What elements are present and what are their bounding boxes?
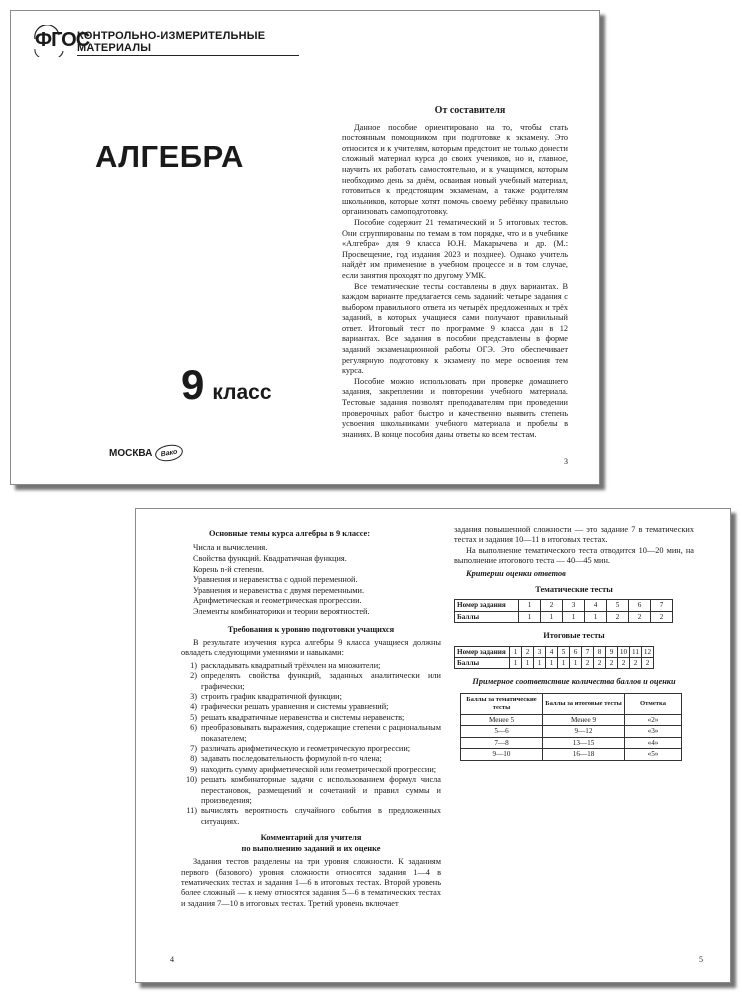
table-cell: Менее 9 <box>543 714 625 725</box>
requirement-text: строить график квадратичной функции; <box>201 692 342 701</box>
grade <box>181 361 272 409</box>
table-cell: 2 <box>630 658 642 669</box>
fgos-emblem <box>29 25 90 57</box>
requirement-text: решать комбинаторные задачи с использованием формул числа перестановок, размещений и сочетаний и правил суммы и произведения; <box>201 775 441 806</box>
table-cell: 1 <box>510 658 522 669</box>
table-header: Баллы за тематические тесты <box>461 693 543 714</box>
table-cell: 12 <box>642 646 654 657</box>
publisher-city: МОСКВА <box>109 447 153 459</box>
requirement-number: 2) <box>190 671 197 681</box>
final-table <box>454 646 654 670</box>
requirement-number: 10) <box>185 775 197 785</box>
preface-paragraph: Пособие содержит 21 тематический и 5 итоговых тестов. Они сгруппированы по темам в том порядке, что и в учебнике «Алгебра» для 9 класса Ю.Н. Макарычева и др. (М.: Просвещение, год издания 2023 и позднее). Однако учитель найдёт им применение в учебном процессе и в том случае, если занятия проходят по другому УМК. <box>342 217 568 280</box>
table-row <box>455 658 654 669</box>
requirement-item <box>181 713 441 723</box>
table-cell: 1 <box>541 611 563 622</box>
table-cell: 1 <box>519 600 541 611</box>
topic-item: Уравнения и неравенства с двумя переменными. <box>193 585 365 595</box>
table-cell: 6 <box>570 646 582 657</box>
table-header-row <box>461 693 682 714</box>
requirement-item <box>181 692 441 702</box>
final-heading: Итоговые тесты <box>543 631 605 641</box>
page-number: 4 <box>170 955 174 964</box>
requirement-text: вычислять вероятность случайного события в предложенных ситуациях. <box>201 806 441 826</box>
table-cell: «5» <box>625 749 682 760</box>
table-cell: 2 <box>629 611 651 622</box>
grade-number: 9 <box>181 361 205 408</box>
table-row <box>455 600 673 611</box>
table-cell: 4 <box>585 600 607 611</box>
grade-label: класс <box>212 381 272 404</box>
requirement-number: 6) <box>190 723 197 733</box>
table-cell: 8 <box>594 646 606 657</box>
preface-paragraph: Пособие можно использовать при проверке домашнего задания, закреплении и повторении учебного материала. Тестовые задания позволят преподавателям при проведении проверочных работ быстро и качественно выявить степень усвоения школьниками учебного материала и пробелы в знаниях. В конце пособия даны ответы ко всем тестам. <box>342 376 568 439</box>
table-cell: 9—10 <box>461 749 543 760</box>
table-row <box>461 749 682 760</box>
table-cell: 5—6 <box>461 726 543 737</box>
requirement-number: 3) <box>190 692 197 701</box>
table-cell: Баллы <box>455 658 510 669</box>
requirement-item <box>181 723 441 744</box>
table-cell: «2» <box>625 714 682 725</box>
continued-text: задания повышенной сложности — это задание 7 в тематических тестах и задания 10—11 в итоговых тестах. <box>454 525 694 545</box>
table-cell: 11 <box>630 646 642 657</box>
requirement-item <box>181 806 441 827</box>
publisher <box>109 445 183 461</box>
requirement-number: 1) <box>190 660 197 670</box>
requirement-item <box>181 671 441 692</box>
table-cell: 3 <box>534 646 546 657</box>
requirement-number: 8) <box>190 754 197 764</box>
topic-item: Элементы комбинаторики и теории вероятностей. <box>193 606 370 616</box>
topic-list <box>181 543 441 617</box>
requirement-item <box>181 702 441 712</box>
preface-paragraph: Все тематические тесты составлены в двух вариантах. В каждом варианте предлагается семь заданий: четыре задания с выбором правильного ответа из четырёх предложенных и трёх заданий, в которых учащиеся сами получают правильный ответ. Итоговый тест по программе 9 класса дан в 12 вариантах. Все задания в пособии представлены в форме заданий экзаменационной работы ОГЭ. Это обеспечивает регулярную подготовку к экзамену по мере освоения тем курса. <box>342 281 568 376</box>
requirement-item <box>181 744 441 754</box>
fgos-logo-text: ФГОС <box>35 29 90 51</box>
table-cell: 7—8 <box>461 737 543 748</box>
requirement-text: находить сумму арифметической или геометрической прогрессии; <box>201 764 437 774</box>
topic-item: Свойства функций. Квадратичная функция. <box>193 554 347 563</box>
table-row <box>455 611 673 622</box>
requirement-number: 5) <box>190 712 197 722</box>
fgos-logo <box>29 25 299 57</box>
table-cell: 1 <box>522 658 534 669</box>
table-cell: 2 <box>651 611 673 622</box>
publisher-logo: Вако <box>154 443 184 464</box>
table-cell: 1 <box>570 658 582 669</box>
table-cell: 13—15 <box>543 737 625 748</box>
requirement-text: определять свойства функций, заданных аналитически или графически; <box>201 671 441 691</box>
table-cell: 5 <box>558 646 570 657</box>
table-cell: 6 <box>629 600 651 611</box>
table-cell: 16—18 <box>543 749 625 760</box>
topic-item: Корень n-й степени. <box>193 564 264 574</box>
table-cell: 7 <box>651 600 673 611</box>
table-cell: 2 <box>541 600 563 611</box>
left-page <box>181 529 441 909</box>
table-cell: 10 <box>618 646 630 657</box>
topic-item: Числа и вычисления. <box>193 543 268 553</box>
table-cell: 3 <box>563 600 585 611</box>
table-cell: Номер задания <box>455 600 519 611</box>
requirement-text: раскладывать квадратный трёхчлен на множители; <box>201 660 381 670</box>
table-row <box>455 646 654 657</box>
table-cell: Баллы <box>455 611 519 622</box>
table-cell: Номер задания <box>455 646 510 657</box>
table-cell: 1 <box>558 658 570 669</box>
series-title: КОНТРОЛЬНО-ИЗМЕРИТЕЛЬНЫЕ МАТЕРИАЛЫ <box>77 30 299 56</box>
thematic-heading: Тематические тесты <box>535 585 613 595</box>
page-number: 3 <box>564 457 568 466</box>
requirement-text: решать квадратичные неравенства и системы неравенств; <box>201 712 405 722</box>
table-cell: 1 <box>510 646 522 657</box>
table-cell: «3» <box>625 726 682 737</box>
table-cell: 2 <box>606 658 618 669</box>
table-row <box>461 737 682 748</box>
requirement-text: преобразовывать выражения, содержащие степени с рациональным показателем; <box>201 723 441 743</box>
table-cell: 2 <box>582 658 594 669</box>
table-cell: 2 <box>594 658 606 669</box>
requirement-number: 11) <box>186 806 197 816</box>
time-text: На выполнение тематического теста отводится 10—20 мин, на выполнение итогового теста — 40—45 мин. <box>454 545 694 566</box>
thematic-table <box>454 599 673 623</box>
requirements-heading: Требования к уровню подготовки учащихся <box>227 624 395 634</box>
preface <box>342 106 568 440</box>
table-cell: 2 <box>522 646 534 657</box>
preface-paragraph: Данное пособие ориентировано на то, чтобы стать постоянным помощником при подготовке к экзамену. Это относится и к учителям, которым предстоит не только донести сложный материал курса до своих учеников, но и, главное, научить их работать самостоятельно, и к учащимся, которым необходимо день за днём, осваивая новый учебный материал, готовиться к предстоящим экзаменам, а также родителям школьников, которые хотят помочь своему ребёнку правильно организовать самоподготовку. <box>342 122 568 217</box>
requirements-intro: В результате изучения курса алгебры 9 класса учащиеся должны овладеть следующими умениями и навыками: <box>181 637 441 658</box>
table-cell: 9—12 <box>543 726 625 737</box>
table-cell: Менее 5 <box>461 714 543 725</box>
table-header: Баллы за итоговые тесты <box>543 693 625 714</box>
requirements-list <box>181 661 441 828</box>
table-cell: 1 <box>563 611 585 622</box>
requirement-item <box>181 765 441 775</box>
table-cell: 2 <box>607 611 629 622</box>
table-cell: 7 <box>582 646 594 657</box>
requirement-number: 9) <box>190 764 197 774</box>
preface-title: От составителя <box>434 105 506 116</box>
table-cell: 1 <box>519 611 541 622</box>
right-page <box>454 525 694 761</box>
comment-heading-2: по выполнению заданий и их оценке <box>241 843 381 853</box>
table-row <box>461 726 682 737</box>
conversion-table <box>460 693 682 761</box>
requirement-text: различать арифметическую и геометрическую прогрессии; <box>201 744 411 754</box>
table-row <box>461 714 682 725</box>
table-cell: 5 <box>607 600 629 611</box>
topic-item: Арифметическая и геометрическая прогрессии. <box>193 596 362 606</box>
table-cell: «4» <box>625 737 682 748</box>
table-cell: 1 <box>546 658 558 669</box>
table-cell: 4 <box>546 646 558 657</box>
bottom-spread <box>135 508 731 983</box>
criteria-heading: Критерии оценки ответов <box>466 568 566 578</box>
topics-heading: Основные темы курса алгебры в 9 классе: <box>209 529 371 538</box>
top-spread <box>10 10 600 485</box>
requirement-number: 7) <box>190 744 197 754</box>
page-number: 5 <box>699 955 703 964</box>
topic-item: Уравнения и неравенства с одной переменной. <box>193 575 358 585</box>
table-cell: 2 <box>618 658 630 669</box>
table-cell: 9 <box>606 646 618 657</box>
requirement-item <box>181 661 441 671</box>
requirement-number: 4) <box>190 702 197 712</box>
comment-heading-1: Комментарий для учителя <box>260 833 362 843</box>
table-cell: 1 <box>534 658 546 669</box>
requirement-item <box>181 775 441 806</box>
requirement-text: задавать последовательность формулой n-го члена; <box>201 754 382 764</box>
book-title: АЛГЕБРА <box>95 139 244 174</box>
conversion-heading: Примерное соответствие количества баллов и оценки <box>472 677 676 687</box>
table-cell: 1 <box>585 611 607 622</box>
table-cell: 2 <box>642 658 654 669</box>
requirement-text: графически решать уравнения и системы уравнений; <box>201 702 389 712</box>
table-header: Отметка <box>625 693 682 714</box>
requirement-item <box>181 754 441 764</box>
comment-text: Задания тестов разделены на три уровня сложности. К заданиям первого (базового) уровня сложности относятся задания 1—4 в тематических тестах и задания 1—6 в итоговых тестах. Второй уровень более сложный — к нему относятся задания 5—6 в тематических тестах и задания 7—10 в итоговых тестах. Третий уровень включает <box>181 857 441 908</box>
